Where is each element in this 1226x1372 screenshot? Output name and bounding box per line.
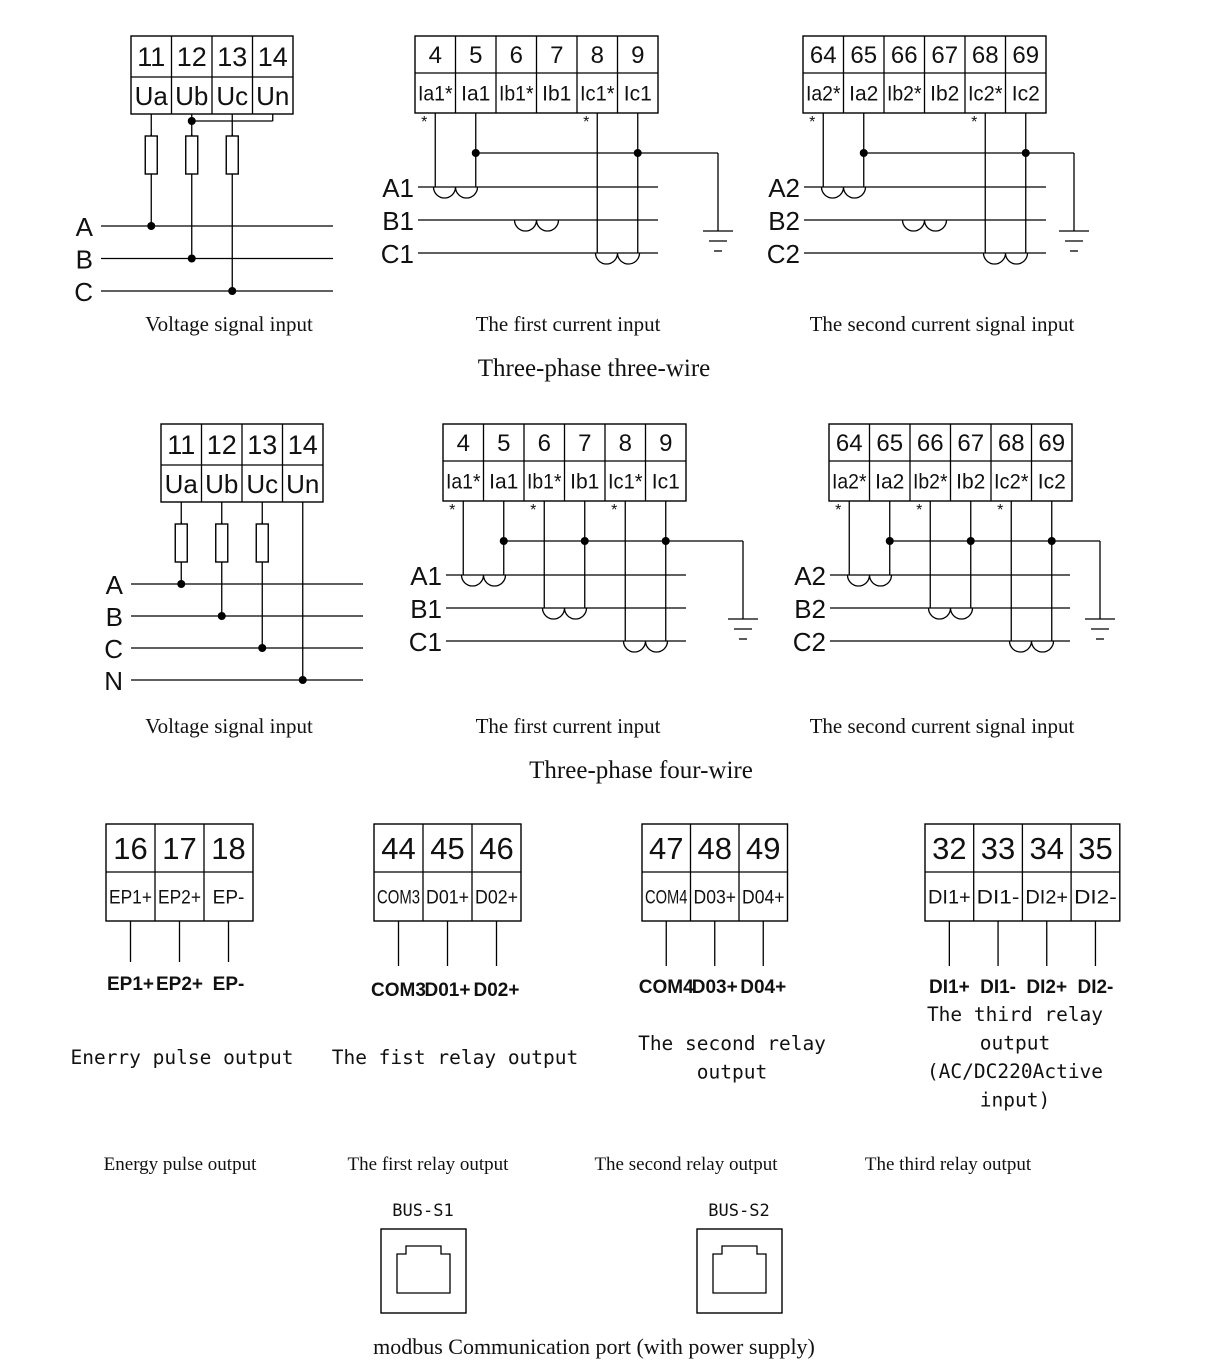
wire-label: D02+ [473, 980, 520, 1001]
section-caption: The second current signal input [809, 312, 1075, 336]
current-transformer-symbol [929, 608, 973, 619]
terminal-number: 66 [890, 42, 918, 70]
junction-dot [188, 117, 196, 125]
terminal-signal: Ub [175, 80, 209, 111]
terminal-signal: Ib2* [887, 82, 922, 106]
section-caption: Voltage signal input [145, 714, 313, 738]
terminal-signal: Ic1 [651, 470, 680, 494]
terminal-signal: Ib2* [913, 470, 948, 494]
terminal-number: 44 [381, 831, 416, 867]
section-caption: The second current signal input [809, 714, 1075, 738]
phase-label: N [104, 666, 123, 696]
terminal-signal: Un [286, 468, 320, 499]
terminal-signal: Ic2 [1011, 82, 1040, 106]
phase-label: C1 [380, 239, 414, 269]
wiring-mode-title: Three-phase three-wire [477, 355, 711, 382]
terminal-number: 4 [456, 430, 470, 458]
terminal-signal: D02+ [475, 887, 518, 909]
current-transformer-symbol [515, 220, 559, 231]
terminal-signal: Ic2* [968, 82, 1003, 106]
current-transformer-symbol [822, 187, 866, 198]
terminal-number: 49 [746, 831, 781, 867]
terminal-signal: D04+ [742, 887, 785, 909]
phase-label: A [75, 212, 93, 242]
current-transformer-symbol [462, 575, 506, 586]
terminal-number: 11 [167, 430, 196, 461]
wire-label: DI2+ [1026, 977, 1068, 998]
phase-label: B2 [794, 594, 826, 624]
terminal-number: 69 [1012, 42, 1040, 70]
current-transformer-symbol [848, 575, 892, 586]
phase-label: A2 [794, 561, 826, 591]
terminal-number: 13 [217, 42, 248, 73]
terminal-signal: EP2+ [158, 887, 201, 909]
port-label: BUS-S2 [708, 1201, 770, 1221]
terminal-signal: Ib1* [527, 470, 562, 494]
terminal-number: 65 [850, 42, 878, 70]
output-note: The second relay [638, 1032, 826, 1055]
terminal-number: 4 [428, 42, 442, 70]
polarity-mark: * [971, 114, 978, 131]
terminal-number: 8 [590, 42, 604, 70]
terminal-number: 11 [137, 42, 166, 73]
polarity-mark: * [809, 114, 816, 131]
output-note: output [979, 1031, 1051, 1055]
rj45-port [697, 1201, 782, 1313]
terminal-number: 64 [809, 42, 837, 70]
junction-dot [1048, 537, 1056, 545]
phase-label: C1 [408, 627, 442, 657]
terminal-number: 6 [537, 430, 551, 458]
terminal-signal: Ib2 [930, 82, 960, 106]
terminal-number: 5 [497, 430, 511, 458]
wire-label: D03+ [691, 977, 738, 998]
polarity-mark: * [611, 502, 618, 519]
output-note: input) [979, 1088, 1051, 1112]
output-note: Enerry pulse output [70, 1046, 294, 1069]
junction-dot [258, 644, 266, 652]
current-input-diagram [793, 424, 1115, 657]
terminal-signal: Ia1* [418, 82, 453, 106]
current-transformer-symbol [984, 253, 1028, 264]
junction-dot [581, 537, 589, 545]
port-outline [381, 1229, 466, 1313]
fuse-symbol [145, 136, 157, 174]
junction-dot [472, 149, 480, 157]
terminal-signal: COM3 [377, 887, 420, 909]
fuse-symbol [226, 136, 238, 174]
terminal-number: 16 [113, 831, 148, 867]
terminal-number: 13 [247, 430, 278, 461]
junction-dot [967, 537, 975, 545]
terminal-signal: Ua [134, 80, 168, 111]
terminal-number: 8 [618, 430, 632, 458]
terminal-signal: D01+ [426, 887, 469, 909]
terminal-number: 6 [509, 42, 523, 70]
terminal-number: 69 [1038, 430, 1066, 458]
wire-label: EP2+ [155, 974, 204, 995]
output-caption: Energy pulse output [103, 1154, 257, 1175]
phase-label: A1 [410, 561, 442, 591]
output-note: output [696, 1060, 768, 1084]
current-transformer-symbol [624, 641, 668, 652]
terminal-signal: Ua [164, 468, 198, 499]
terminal-signal: Ib1* [499, 82, 534, 106]
terminal-signal: Ic2* [994, 470, 1029, 494]
current-transformer-symbol [434, 187, 478, 198]
junction-dot [1022, 149, 1030, 157]
terminal-number: 65 [876, 430, 904, 458]
phase-label: A [105, 570, 123, 600]
terminal-signal: EP- [212, 887, 245, 909]
terminal-signal: EP1+ [109, 887, 152, 909]
terminal-number: 67 [931, 42, 959, 70]
phase-label: A1 [382, 173, 414, 203]
rj45-port [381, 1201, 466, 1313]
voltage-input-diagram [104, 424, 363, 696]
terminal-signal: DI1+ [928, 887, 971, 909]
wire-label: COM3 [371, 980, 426, 1001]
junction-dot [662, 537, 670, 545]
phase-label: B [75, 244, 93, 275]
output-terminal-diagram [594, 824, 825, 1175]
terminal-signal: Ic1* [580, 82, 615, 106]
phase-label: B [105, 602, 123, 632]
ports-caption: modbus Communication port (with power supply) [373, 1334, 815, 1359]
ground-symbol [703, 231, 733, 251]
output-caption: The second relay output [594, 1154, 778, 1175]
terminal-signal: Un [256, 80, 290, 111]
terminal-number: 66 [916, 430, 944, 458]
polarity-mark: * [997, 502, 1004, 519]
current-transformer-symbol [596, 253, 640, 264]
wire-label: DI1- [980, 977, 1017, 998]
current-input-diagram [767, 36, 1089, 269]
polarity-mark: * [530, 502, 537, 519]
current-transformer-symbol [903, 220, 947, 231]
junction-dot [634, 149, 642, 157]
terminal-number: 47 [649, 831, 684, 867]
terminal-signal: DI2- [1074, 887, 1117, 909]
junction-dot [188, 255, 196, 263]
wiring-mode-title: Three-phase four-wire [529, 757, 753, 784]
terminal-number: 12 [206, 430, 237, 461]
junction-dot [177, 580, 185, 588]
voltage-input-diagram [74, 36, 333, 307]
terminal-number: 14 [287, 430, 318, 461]
phase-label: C [104, 634, 123, 664]
terminal-signal: COM4 [645, 887, 688, 909]
junction-dot [299, 676, 307, 684]
terminal-number: 48 [697, 831, 732, 867]
port-label: BUS-S1 [392, 1201, 454, 1221]
terminal-signal: Ub [205, 468, 239, 499]
terminal-signal: Ib1 [570, 470, 600, 494]
current-transformer-symbol [1010, 641, 1054, 652]
output-note: (AC/DC220Active [926, 1060, 1104, 1083]
terminal-signal: DI2+ [1025, 887, 1069, 909]
terminal-number: 68 [971, 42, 999, 70]
phase-label: C [74, 277, 93, 307]
wire-label: EP1+ [106, 974, 155, 995]
phase-label: C2 [766, 239, 800, 269]
junction-dot [500, 537, 508, 545]
current-transformer-symbol [543, 608, 587, 619]
polarity-mark: * [449, 502, 456, 519]
terminal-signal: Uc [216, 80, 249, 111]
fuse-symbol [186, 136, 198, 174]
phase-label: C2 [792, 627, 826, 657]
fuse-symbol [256, 524, 268, 562]
junction-dot [228, 287, 236, 295]
phase-label: B1 [382, 206, 414, 236]
junction-dot [147, 222, 155, 230]
terminal-number: 64 [835, 430, 863, 458]
ground-symbol [728, 619, 758, 639]
wire-label: EP- [212, 974, 245, 995]
junction-dot [218, 612, 226, 620]
terminal-number: 46 [479, 831, 514, 867]
wire-label: D01+ [424, 980, 471, 1001]
terminal-signal: Ia2 [875, 470, 905, 494]
output-terminal-diagram [70, 824, 293, 1175]
wire-label: COM4 [638, 977, 694, 998]
output-terminal-diagram [332, 824, 579, 1175]
section-caption: The first current input [475, 714, 661, 738]
terminal-number: 5 [469, 42, 483, 70]
junction-dot [860, 149, 868, 157]
terminal-signal: Uc [246, 468, 279, 499]
terminal-number: 7 [550, 42, 564, 70]
ground-symbol [1085, 619, 1115, 639]
terminal-number: 33 [980, 831, 1016, 867]
ground-symbol [1059, 231, 1089, 251]
terminal-number: 7 [578, 430, 592, 458]
terminal-signal: D03+ [693, 887, 736, 909]
output-caption: The first relay output [347, 1154, 509, 1175]
polarity-mark: * [421, 114, 428, 131]
output-caption: The third relay output [864, 1154, 1032, 1175]
terminal-signal: Ib1 [542, 82, 572, 106]
wire-label: DI2- [1077, 977, 1114, 998]
terminal-signal: DI1- [976, 887, 1020, 909]
section-caption: The first current input [475, 312, 661, 336]
fuse-symbol [216, 524, 228, 562]
junction-dot [886, 537, 894, 545]
terminal-number: 67 [957, 430, 985, 458]
terminal-number: 9 [631, 42, 645, 70]
terminal-number: 45 [430, 831, 465, 867]
terminal-signal: Ic1 [623, 82, 652, 106]
terminal-number: 34 [1029, 831, 1064, 867]
terminal-signal: Ib2 [956, 470, 986, 494]
terminal-number: 68 [997, 430, 1025, 458]
fuse-symbol [175, 524, 187, 562]
terminal-signal: Ia2* [806, 82, 841, 106]
terminal-number: 12 [176, 42, 207, 73]
terminal-signal: Ic1* [608, 470, 643, 494]
section-caption: Voltage signal input [145, 312, 313, 336]
polarity-mark: * [916, 502, 923, 519]
phase-label: A2 [768, 173, 800, 203]
polarity-mark: * [835, 502, 842, 519]
output-note: The third relay [926, 1003, 1104, 1026]
terminal-signal: Ia2 [849, 82, 879, 106]
terminal-number: 32 [932, 831, 967, 867]
port-outline [697, 1229, 782, 1313]
phase-label: B1 [410, 594, 442, 624]
terminal-signal: Ia1 [489, 470, 519, 494]
terminal-signal: Ia1* [446, 470, 481, 494]
terminal-number: 35 [1078, 831, 1113, 867]
terminal-signal: Ic2 [1037, 470, 1066, 494]
polarity-mark: * [583, 114, 590, 131]
terminal-number: 18 [211, 831, 246, 867]
output-terminal-diagram [865, 824, 1120, 1175]
terminal-number: 14 [257, 42, 288, 73]
current-input-diagram [381, 36, 733, 269]
phase-label: B2 [768, 206, 800, 236]
terminal-signal: Ia2* [832, 470, 867, 494]
wire-label: DI1+ [929, 977, 970, 998]
wire-label: D04+ [740, 977, 787, 998]
current-input-diagram [409, 424, 758, 657]
output-note: The fist relay output [331, 1046, 579, 1069]
terminal-number: 17 [162, 831, 197, 867]
terminal-number: 9 [659, 430, 673, 458]
terminal-signal: Ia1 [461, 82, 491, 106]
